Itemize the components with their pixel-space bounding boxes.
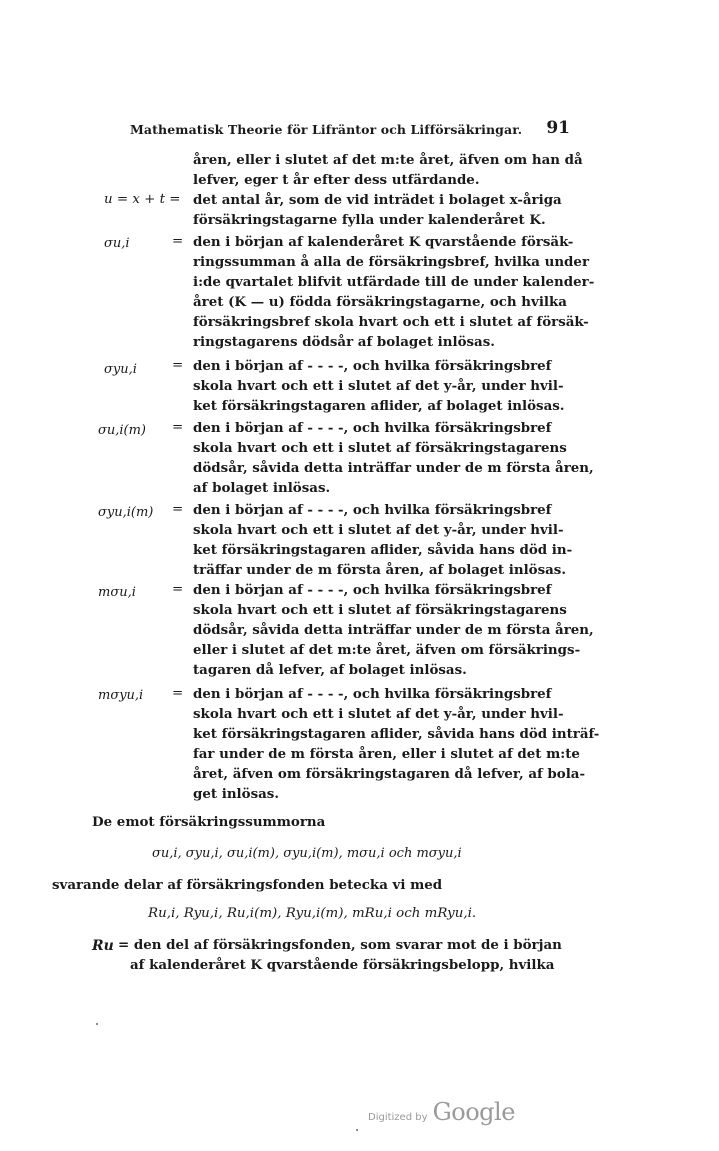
page-number: 91: [546, 118, 570, 138]
watermark-prefix: Digitized by: [368, 1112, 428, 1123]
text-line: skola hvart och ett i slutet af det y-år, under hvil-: [193, 378, 564, 394]
symbol-sigma-y-uim: σyu,i(m): [98, 505, 154, 520]
equals-sign: =: [172, 234, 184, 249]
symbol-sigma-uim: σu,i(m): [98, 423, 147, 438]
text-line: den i början af - - - -, och hvilka försäkringsbref: [193, 686, 552, 702]
text-line: ringssumman å alla de försäkringsbref, hvilka under: [193, 254, 589, 270]
text-line: skola hvart och ett i slutet af det y-år, under hvil-: [193, 522, 564, 538]
equals-sign: =: [172, 582, 184, 597]
text-line: försäkringstagarne fylla under kalenderåret K.: [193, 212, 546, 228]
text-line: det antal år, som de vid inträdet i bolaget x-åriga: [193, 192, 562, 208]
equals-sign: =: [172, 420, 184, 435]
text-line: ket försäkringstagaren aflider, såvida hans död in-: [193, 542, 573, 558]
text-line: = den del af försäkringsfonden, som svarar mot de i början: [118, 937, 562, 953]
header-title: Mathematisk Theorie för Lifräntor och Lifförsäkringar.: [130, 122, 523, 137]
text-line: De emot försäkringssummorna: [92, 814, 326, 830]
text-line: den i början af - - - -, och hvilka försäkringsbref: [193, 420, 552, 436]
text-line: i:de qvartalet blifvit utfärdade till de under kalender-: [193, 274, 595, 290]
text-line: af kalenderåret K qvarstående försäkringsbelopp, hvilka: [130, 957, 555, 973]
equals-sign: =: [172, 502, 184, 517]
google-logo: Google: [432, 1098, 515, 1126]
text-line: den i början af - - - -, och hvilka försäkringsbref: [193, 502, 552, 518]
text-line: eller i slutet af det m:te året, äfven om försäkrings-: [193, 642, 581, 658]
text-line: dödsår, såvida detta inträffar under de m första åren,: [193, 622, 594, 638]
text-line: tagaren då lefver, af bolaget inlösas.: [193, 662, 467, 678]
text-line: dödsår, såvida detta inträffar under de m första åren,: [193, 460, 594, 476]
text-line: året (K — u) födda försäkringstagarne, och hvilka: [193, 294, 567, 310]
text-line: året, äfven om försäkringstagaren då lefver, af bola-: [193, 766, 586, 782]
text-line: den i början af - - - -, och hvilka försäkringsbref: [193, 582, 552, 598]
scan-speck: [356, 1129, 358, 1131]
text-line: svarande delar af försäkringsfonden betecka vi med: [52, 877, 443, 893]
symbol-sigma-y-ui: σyu,i: [104, 362, 137, 377]
text-line: lefver, eger t år efter dess utfärdande.: [193, 172, 480, 188]
text-line: ket försäkringstagaren aflider, såvida hans död inträf-: [193, 726, 600, 742]
text-line: af bolaget inlösas.: [193, 480, 331, 496]
running-header: [130, 118, 570, 140]
text-line: försäkringsbref skola hvart och ett i slutet af försäk-: [193, 314, 589, 330]
text-line: träffar under de m första åren, af bolaget inlösas.: [193, 562, 567, 578]
scan-speck: [96, 1023, 98, 1025]
digitized-watermark: [368, 1098, 515, 1126]
text-line: ket försäkringstagaren aflider, af bolaget inlösas.: [193, 398, 565, 414]
sigma-formula-list: σu,i, σyu,i, σu,i(m), σyu,i(m), mσu,i och mσyu,i: [152, 846, 462, 861]
text-line: skola hvart och ett i slutet af försäkringstagarens: [193, 602, 567, 618]
symbol-r-u: Ru: [92, 938, 114, 954]
symbol-m-sigma-ui: mσu,i: [98, 585, 136, 600]
text-line: åren, eller i slutet af det m:te året, äfven om han då: [193, 152, 583, 168]
equals-sign: =: [172, 686, 184, 701]
text-line: ringstagarens dödsår af bolaget inlösas.: [193, 334, 495, 350]
symbol-sigma-ui: σu,i: [104, 236, 130, 251]
r-formula-list: Ru,i, Ryu,i, Ru,i(m), Ryu,i(m), mRu,i och mRyu,i.: [148, 906, 477, 921]
equals-sign: =: [172, 358, 184, 373]
text-line: far under de m första åren, eller i slutet af det m:te: [193, 746, 580, 762]
text-line: skola hvart och ett i slutet af det y-år, under hvil-: [193, 706, 564, 722]
symbol-u-def: u = x + t =: [104, 192, 181, 207]
text-line: get inlösas.: [193, 786, 279, 802]
text-line: den i början af kalenderåret K qvarstående försäk-: [193, 234, 574, 250]
text-line: den i början af - - - -, och hvilka försäkringsbref: [193, 358, 552, 374]
text-line: skola hvart och ett i slutet af försäkringstagarens: [193, 440, 567, 456]
symbol-m-sigma-y-ui: mσyu,i: [98, 688, 144, 703]
